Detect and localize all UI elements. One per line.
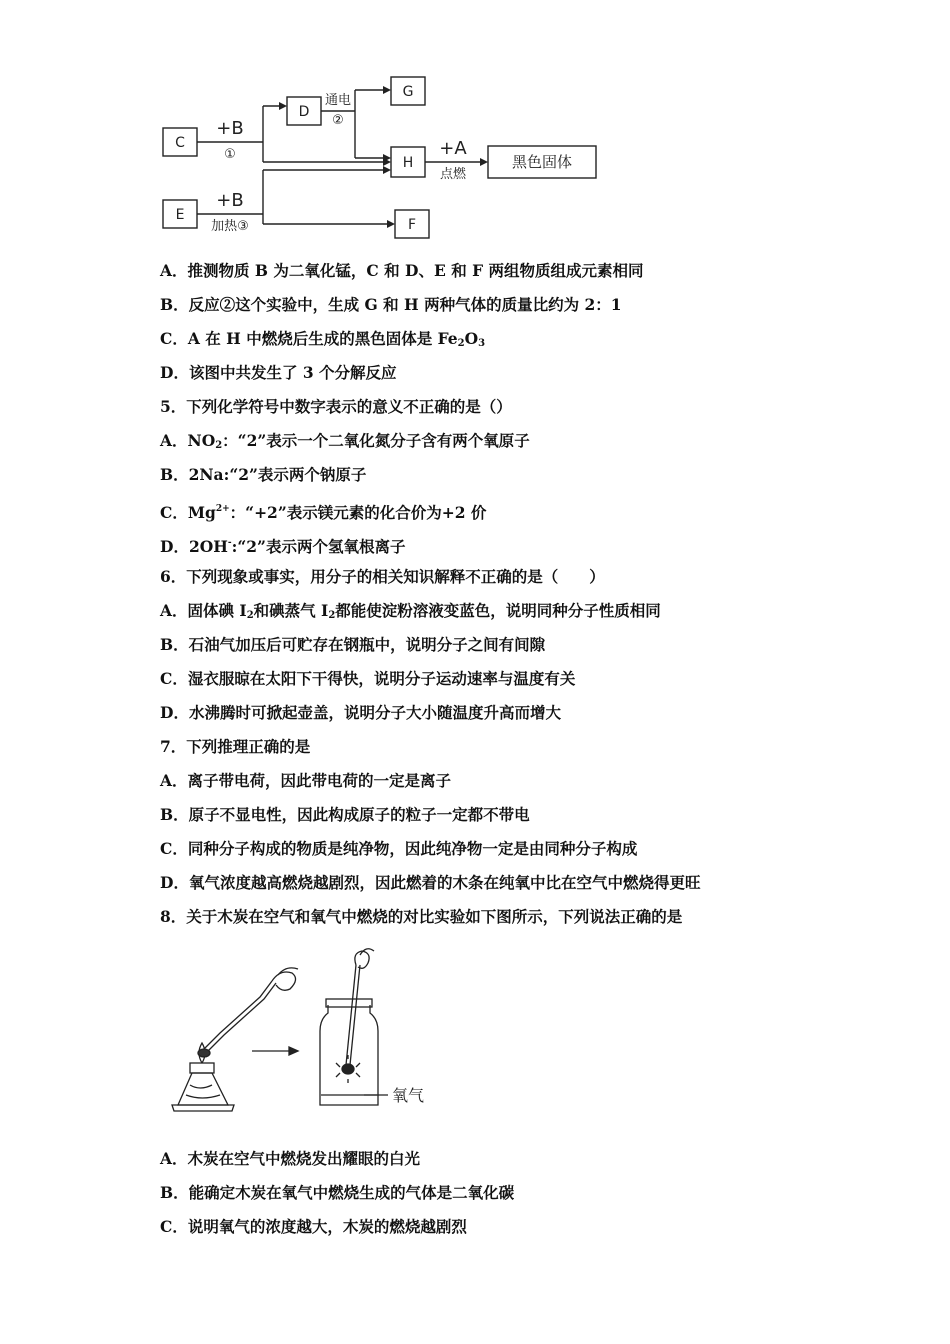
q4-option-a: A．推测物质 B 为二氧化锰，C 和 D、E 和 F 两组物质组成元素相同 xyxy=(160,261,644,280)
tongs-in-oxygen xyxy=(336,949,374,1083)
q4-option-c: C．A 在 H 中燃烧后生成的黑色固体是 $Fe_2O_3$ xyxy=(160,329,486,349)
q7-option-b: B．原子不显电性，因此构成原子的粒子一定都不带电 xyxy=(160,805,530,824)
oxygen-bottle-illustration xyxy=(320,999,378,1105)
q7-stem: 7．下列推理正确的是 xyxy=(160,737,311,756)
reagent-b-step3: +B xyxy=(216,190,244,211)
q6-option-d: D．水沸腾时可掀起壶盖，说明分子大小随温度升高而增大 xyxy=(160,703,561,722)
reagent-b-step1: +B xyxy=(216,118,244,139)
label-c: C xyxy=(175,135,185,151)
q6-option-b: B．石油气加压后可贮存在钢瓶中，说明分子之间有间隙 xyxy=(160,635,546,654)
q6-option-a: A．固体碘 $I_2$和碘蒸气 $I_2$都能使淀粉溶液变蓝色，说明同种分子性质相同 xyxy=(160,601,661,621)
q8-option-b: B．能确定木炭在氧气中燃烧生成的气体是二氧化碳 xyxy=(160,1183,515,1202)
q6-option-c: C．湿衣服晾在太阳下干得快，说明分子运动速率与温度有关 xyxy=(160,669,576,688)
ignition-label: 点燃 xyxy=(439,167,467,182)
q5-option-a: A．$NO_2$：“2”表示一个二氧化氮分子含有两个氧原子 xyxy=(160,431,530,451)
label-g: G xyxy=(402,84,414,100)
q8-option-a: A．木炭在空气中燃烧发出耀眼的白光 xyxy=(160,1149,421,1168)
q4-option-b: B．反应②这个实验中，生成 G 和 H 两种气体的质量比约为 2：1 xyxy=(160,295,622,314)
label-e: E xyxy=(175,207,185,223)
charcoal-combustion-figure xyxy=(160,945,460,1120)
q8-stem: 8．关于木炭在空气和氧气中燃烧的对比实验如下图所示，下列说法正确的是 xyxy=(160,907,683,926)
step-2-marker: ② xyxy=(332,113,344,128)
step-3-condition: 加热③ xyxy=(211,219,249,234)
q6-stem: 6．下列现象或事实，用分子的相关知识解释不正确的是（ ） xyxy=(160,567,605,586)
q7-option-c: C．同种分子构成的物质是纯净物，因此纯净物一定是由同种分子构成 xyxy=(160,839,638,858)
q7-option-a: A．离子带电荷，因此带电荷的一定是离子 xyxy=(160,771,452,790)
step-1-marker: ① xyxy=(224,147,236,162)
q5-stem: 5．下列化学符号中数字表示的意义不正确的是（） xyxy=(160,397,512,416)
reaction-flow-diagram xyxy=(155,70,615,245)
q5-option-d: D．2OH-:“2”表示两个氢氧根离子 xyxy=(160,537,406,556)
label-d: D xyxy=(298,104,310,120)
reagent-a: +A xyxy=(439,138,467,159)
q5-option-c: C．$Mg^{2+}$：“+2”表示镁元素的化合价为+2 价 xyxy=(160,503,487,522)
electrolysis-label: 通电 xyxy=(324,93,352,108)
label-h: H xyxy=(402,155,414,171)
label-result: 黑色固体 xyxy=(511,153,573,171)
q7-option-d: D．氧气浓度越高燃烧越剧烈，因此燃着的木条在纯氧中比在空气中燃烧得更旺 xyxy=(160,873,701,892)
q8-option-c: C．说明氧气的浓度越大，木炭的燃烧越剧烈 xyxy=(160,1217,467,1236)
tongs-in-air xyxy=(198,968,298,1057)
q5-option-b: B．2Na:“2”表示两个钠原子 xyxy=(160,465,367,484)
oxygen-label: 氧气 xyxy=(392,1086,425,1105)
label-f: F xyxy=(407,217,417,233)
q4-option-d: D．该图中共发生了 3 个分解反应 xyxy=(160,363,397,382)
